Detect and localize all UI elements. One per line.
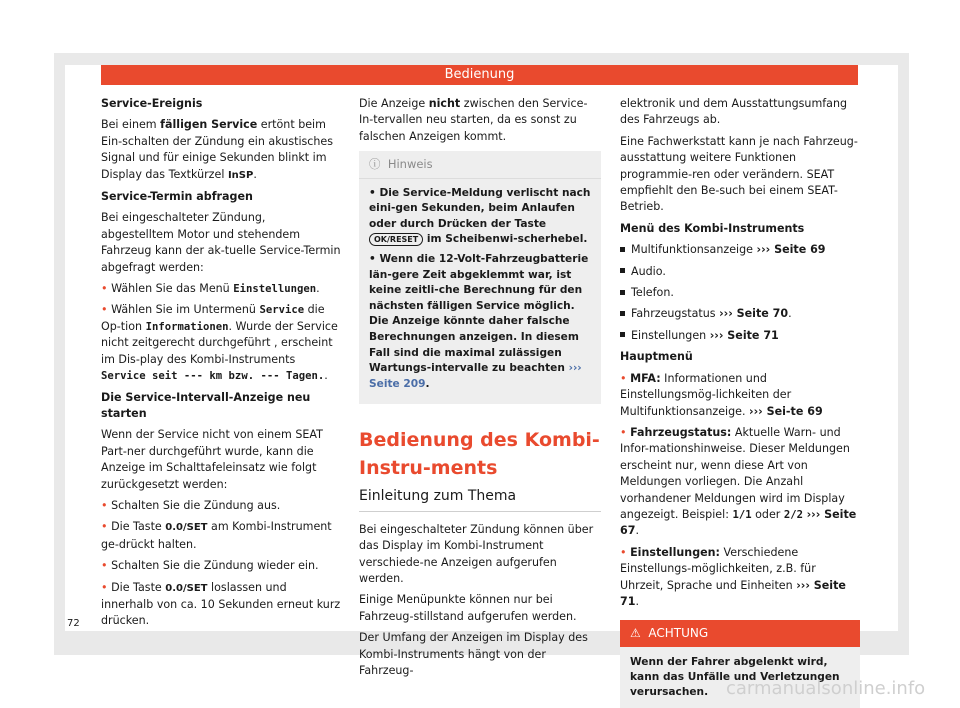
menu-list-item <box>620 264 860 280</box>
info-icon: ⓘ <box>369 157 381 172</box>
heading-service-termin: Service-Termin abfragen <box>101 190 253 204</box>
page-link[interactable]: ››› Seite 67 <box>620 507 857 538</box>
text-bold: fälligen Service <box>160 118 258 132</box>
page-link[interactable]: ››› Seite 71 <box>709 328 779 342</box>
bullet-item <box>101 558 341 574</box>
bullet-dot-icon: • <box>620 545 627 559</box>
label: Fahrzeugstatus: <box>630 425 732 439</box>
text: Audio. <box>631 264 666 278</box>
column-3 <box>620 96 860 708</box>
text: Die Taste <box>111 580 166 594</box>
warning-triangle-icon: ⚠ <box>630 626 641 641</box>
square-bullet-icon <box>620 311 625 316</box>
paragraph: Einige Menüpunkte können nur bei Fahrzeug-stillstand aufgerufen werden. <box>359 593 577 623</box>
bullet-item: • Wählen Sie das Menü Einstellungen. <box>101 282 320 296</box>
page-link[interactable]: ››› Seite 71 <box>620 578 846 608</box>
text: Wählen Sie das Menü <box>111 282 234 296</box>
bullet-item: • Wählen Sie im Untermenü Service die Op-tion Informationen. Wurde der Service nicht zeitgerecht durchgeführt , erscheint im Dis-play des Kombi-Instruments Service seit --- km bzw. --- Tagen.. <box>101 303 338 383</box>
text: loslassen und innerhalb von ca. 10 Sekunden erneut kurz drücken. <box>101 580 341 628</box>
page-link[interactable]: ››› Seite 69 <box>756 243 826 257</box>
text-bold: nicht <box>428 97 461 110</box>
paragraph: Eine Fachwerkstatt kann je nach Fahrzeug-ausstattung weitere Funktionen programmie-ren oder verändern. SEAT empfiehlt den Be-such bei einem SEAT-Betrieb. <box>620 134 858 214</box>
menu-code: Informationen <box>145 320 229 333</box>
text: am Kombi-Instrument ge-drückt halten. <box>101 520 332 551</box>
key-label: 0.0/SET <box>165 522 208 534</box>
square-bullet-icon <box>620 247 625 252</box>
bullet-dot-icon: • <box>101 520 108 534</box>
display-code: 2/2 <box>783 508 804 521</box>
text: Einstellungen <box>631 328 710 342</box>
display-code: 1/1 <box>732 508 752 521</box>
note-item: • Die Service-Meldung verlischt nach eini-gen Sekunden, beim Anlaufen oder durch Drücken der Taste OK/RESET im Scheibenwi-scherhebel. <box>369 186 591 246</box>
page-link[interactable]: ››› Seite 70 <box>719 307 789 321</box>
watermark: carmanualsonline.info <box>726 678 926 699</box>
text: oder <box>751 507 784 521</box>
note-title: Hinweis <box>387 157 433 172</box>
paragraph: Der Umfang der Anzeigen im Display des Kombi-Instruments hängt von der Fahrzeug- <box>359 631 588 677</box>
page-link[interactable]: ››› Sei-te 69 <box>749 404 823 418</box>
bullet-dot-icon: • <box>101 580 108 594</box>
menu-list-item <box>620 285 860 301</box>
bullet-item: • Einstellungen: Verschiedene Einstellungs-möglichkeiten, z.B. für Uhrzeit, Sprache und Einheiten ››› Seite 71. <box>620 545 846 608</box>
menu-list-item: Fahrzeugstatus ››› Seite 70. <box>620 306 860 322</box>
page-link[interactable]: ››› Seite 209 <box>369 362 582 390</box>
paragraph: Bei eingeschalteter Zündung, abgestelltem Motor und stehendem Fahrzeug kann der ak-tuelle Service-Termin abgefragt werden: <box>101 211 341 274</box>
text: Schalten Sie die Zündung wieder ein. <box>111 559 319 573</box>
text: Verschiedene Einstellungs-möglichkeiten, z.B. für Uhrzeit, Sprache und Einheiten <box>620 545 816 592</box>
text: Multifunktionsanzeige <box>631 243 757 257</box>
page-number: 72 <box>67 618 80 629</box>
warning-body: Wenn der Fahrer abgelenkt wird, kann das Unfälle und Verletzungen verursachen. <box>630 655 840 698</box>
label: MFA: <box>630 371 661 385</box>
menu-list-item <box>620 242 860 258</box>
text: Bei einem <box>101 118 161 132</box>
header-title: Bedienung <box>444 67 515 82</box>
paragraph: Wenn der Service nicht von einem SEAT Part-ner durchgeführt wurde, kann die Anzeige im Schalttafeleinsatz wie folgt zurückgesetzt werden: <box>101 428 323 491</box>
text: im Scheibenwi-scherhebel. <box>423 233 588 246</box>
display-code: Service seit --- km bzw. --- Tagen. <box>101 370 325 383</box>
text: Die Anzeige <box>359 97 429 110</box>
menu-code: Einstellungen <box>233 283 317 296</box>
heading-neu-starten: Die Service-Intervall-Anzeige neu starten <box>101 390 311 420</box>
text: zwischen den Service-In-tervallen neu starten, da es sonst zu falschen Anzeigen kommt. <box>359 97 588 143</box>
bullet-dot-icon: • <box>101 559 108 573</box>
column-2 <box>359 96 601 684</box>
note-item: • Wenn die 12-Volt-Fahrzeugbatterie län-gere Zeit abgeklemmt war, ist keine zeitli-che Berechnung für den nächsten fälligen Service möglich. Die Anzeige könnte daher falsche Berechnungen anzeigen. In diesem Fall sind die maximal zulässigen Wartungs-intervalle zu beachten ››› Seite 209. <box>369 253 589 390</box>
bullet-dot-icon: • <box>620 371 627 385</box>
text: Wenn die 12-Volt-Fahrzeugbatterie län-gere Zeit abgeklemmt war, ist keine zeitli-che Berechnung für den nächsten fälligen Service möglich. Die Anzeige könnte daher falsche Berechnungen anzeigen. In diesem Fall sind die maximal zulässigen Wartungs-intervalle zu beachten <box>369 253 589 375</box>
heading-menu: Menü des Kombi-Instruments <box>620 221 805 235</box>
text: Aktuelle Warn- und Infor-mationshinweise. Dieser Meldungen erscheint nur, wenn diese Art von Meldungen vorliegen. Die Anzahl vorhandener Meldungen wird im Display angezeigt. Beispiel: <box>620 425 850 521</box>
column-1 <box>101 96 341 635</box>
text: ertönt beim Ein-schalten der Zündung ein akustisches Signal und für einige Sekunden blinkt im Display das Textkürzel <box>101 118 334 181</box>
heading-hauptmenu: Hauptmenü <box>620 350 693 364</box>
insp-glyph: InSP <box>227 169 254 181</box>
text: Wählen Sie im Untermenü <box>111 303 260 317</box>
note-box <box>359 151 601 404</box>
menu-code: Service <box>259 304 305 317</box>
key-label: 0.0/SET <box>165 582 208 594</box>
note-header <box>359 151 601 178</box>
square-bullet-icon <box>620 290 625 295</box>
text: Schalten Sie die Zündung aus. <box>111 498 281 512</box>
label: Einstellungen: <box>630 545 720 559</box>
square-bullet-icon <box>620 268 625 273</box>
bullet-item <box>101 498 341 514</box>
text: Telefon. <box>631 286 674 300</box>
text: Fahrzeugstatus <box>631 307 720 321</box>
text: Informationen und Einstellungsmög-lichkeiten der Multifunktionsanzeige. <box>620 371 792 418</box>
text: Die Taste <box>111 520 166 534</box>
warning-header <box>620 620 860 646</box>
heading-service-ereignis: Service-Ereignis <box>101 97 203 110</box>
paragraph: elektronik und dem Ausstattungsumfang des Fahrzeugs ab. <box>620 97 848 127</box>
bullet-dot-icon: • <box>101 303 108 317</box>
text: . Wurde der Service nicht zeitgerecht durchgeführt , erscheint im Dis-play des Kombi-Instruments <box>101 319 338 366</box>
subsection-title: Einleitung zum Thema <box>359 488 601 511</box>
text: die Op-tion <box>101 303 325 333</box>
header-band <box>101 65 858 85</box>
ok-reset-key: OK/RESET <box>369 233 423 246</box>
paragraph: Bei einem fälligen Service ertönt beim Ein-schalten der Zündung ein akustisches Signal und für einige Sekunden blinkt im Display das Textkürzel InSP. <box>101 118 334 181</box>
bullet-dot-icon: • <box>101 498 108 512</box>
bullet-item <box>101 519 341 553</box>
bullet-dot-icon: • <box>620 425 627 439</box>
bullet-item <box>101 580 341 630</box>
bullet-item: • Fahrzeugstatus: Aktuelle Warn- und Infor-mationshinweise. Dieser Meldungen erscheint nur, wenn diese Art von Meldungen vorliegen. Die Anzahl vorhandener Meldungen wird im Display angezeigt. Beispiel: 1/1 oder 2/2 ››› Seite 67. <box>620 425 857 538</box>
section-title: Bedienung des Kombi-Instru-ments <box>359 429 600 480</box>
text: Die Service-Meldung verlischt nach eini-gen Sekunden, beim Anlaufen oder durch Drücken der Taste <box>369 186 591 230</box>
square-bullet-icon <box>620 332 625 337</box>
bullet-dot-icon: • <box>101 282 108 296</box>
paragraph <box>359 96 601 145</box>
warning-title: ACHTUNG <box>648 626 709 641</box>
note-body <box>359 179 601 405</box>
bullet-item <box>620 371 860 420</box>
menu-list-item <box>620 328 860 344</box>
paragraph: Bei eingeschalteter Zündung können über das Display im Kombi-Instrument verschiede-ne Anzeigen aufgerufen werden. <box>359 522 594 585</box>
